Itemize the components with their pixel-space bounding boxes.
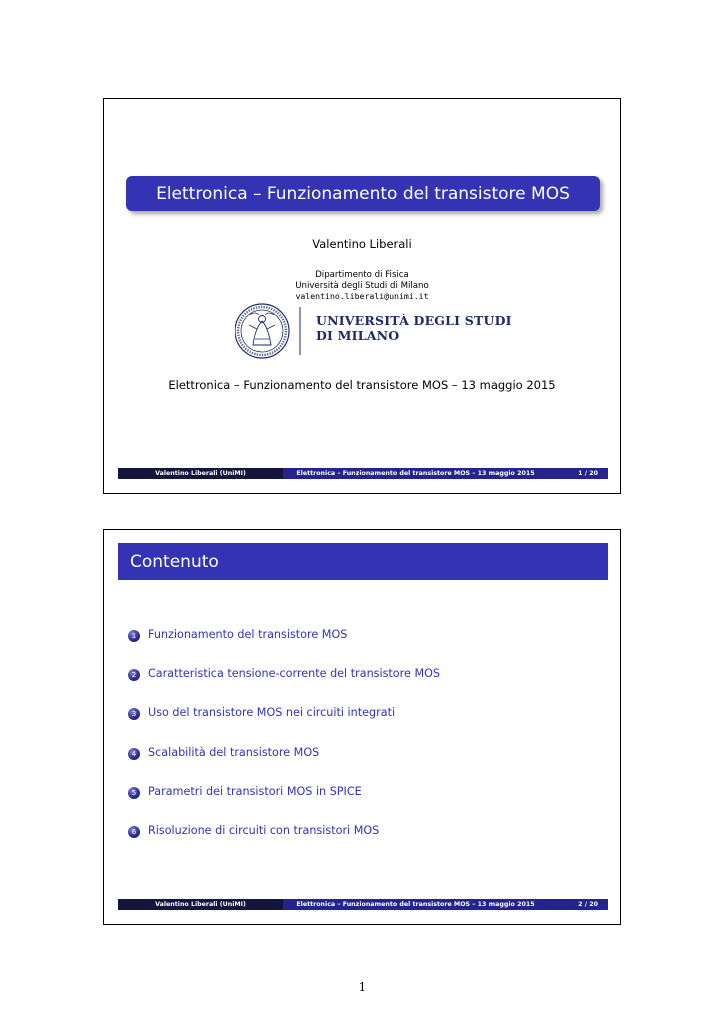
slide-contents bbox=[103, 529, 621, 925]
toc-number-bullet: 3 bbox=[128, 708, 140, 720]
email: valentino.liberali@unimi.it bbox=[295, 291, 429, 301]
toc-number-bullet: 1 bbox=[128, 630, 140, 642]
slide-footer bbox=[118, 468, 608, 479]
subtitle-date: Elettronica – Funzionamento del transistore MOS – 13 maggio 2015 bbox=[168, 378, 556, 392]
footer-page-number: 1 / 20 bbox=[578, 470, 598, 477]
frame-title: Contenuto bbox=[118, 543, 608, 580]
footer-title: Elettronica – Funzionamento del transistore MOS – 13 maggio 2015 bbox=[296, 901, 535, 908]
footer-author: Valentino Liberali (UniMI) bbox=[118, 899, 283, 910]
university-logo-text bbox=[316, 313, 512, 343]
toc-link[interactable]: Caratteristica tensione-corrente del transistore MOS bbox=[148, 667, 441, 681]
institute-block bbox=[104, 270, 620, 302]
toc-link[interactable]: Uso del transistore MOS nei circuiti integrati bbox=[148, 706, 396, 720]
footer-page-number: 2 / 20 bbox=[578, 901, 598, 908]
footer-title: Elettronica – Funzionamento del transistore MOS – 13 maggio 2015 bbox=[296, 470, 535, 477]
footer-author: Valentino Liberali (UniMI) bbox=[118, 468, 283, 479]
toc-number-bullet: 4 bbox=[128, 748, 140, 760]
presentation-title: Elettronica – Funzionamento del transistore MOS bbox=[126, 176, 600, 211]
toc-item[interactable] bbox=[128, 705, 440, 744]
slide-footer bbox=[118, 899, 608, 910]
logo-line-1: UNIVERSITÀ DEGLI STUDI bbox=[316, 313, 512, 328]
toc-link[interactable]: Scalabilità del transistore MOS bbox=[148, 745, 320, 759]
slide-title-page bbox=[103, 98, 621, 494]
toc-item[interactable] bbox=[128, 745, 440, 784]
toc-number-bullet: 6 bbox=[128, 826, 140, 838]
logo-line-2: DI MILANO bbox=[316, 328, 400, 343]
toc-number-bullet: 5 bbox=[128, 787, 140, 799]
university: Università degli Studi di Milano bbox=[295, 280, 429, 291]
department: Dipartimento di Fisica bbox=[315, 270, 409, 280]
author-name: Valentino Liberali bbox=[312, 237, 412, 251]
toc-link[interactable]: Funzionamento del transistore MOS bbox=[148, 628, 348, 641]
table-of-contents bbox=[128, 627, 440, 862]
page-number: 1 bbox=[358, 980, 367, 994]
toc-item[interactable] bbox=[128, 666, 440, 705]
toc-item[interactable] bbox=[128, 823, 440, 862]
toc-number-bullet: 2 bbox=[128, 669, 140, 681]
toc-link[interactable]: Parametri dei transistori MOS in SPICE bbox=[148, 784, 362, 798]
toc-item[interactable] bbox=[128, 784, 440, 823]
toc-item[interactable] bbox=[128, 627, 440, 666]
toc-link[interactable]: Risoluzione di circuiti con transistori MOS bbox=[148, 823, 380, 837]
